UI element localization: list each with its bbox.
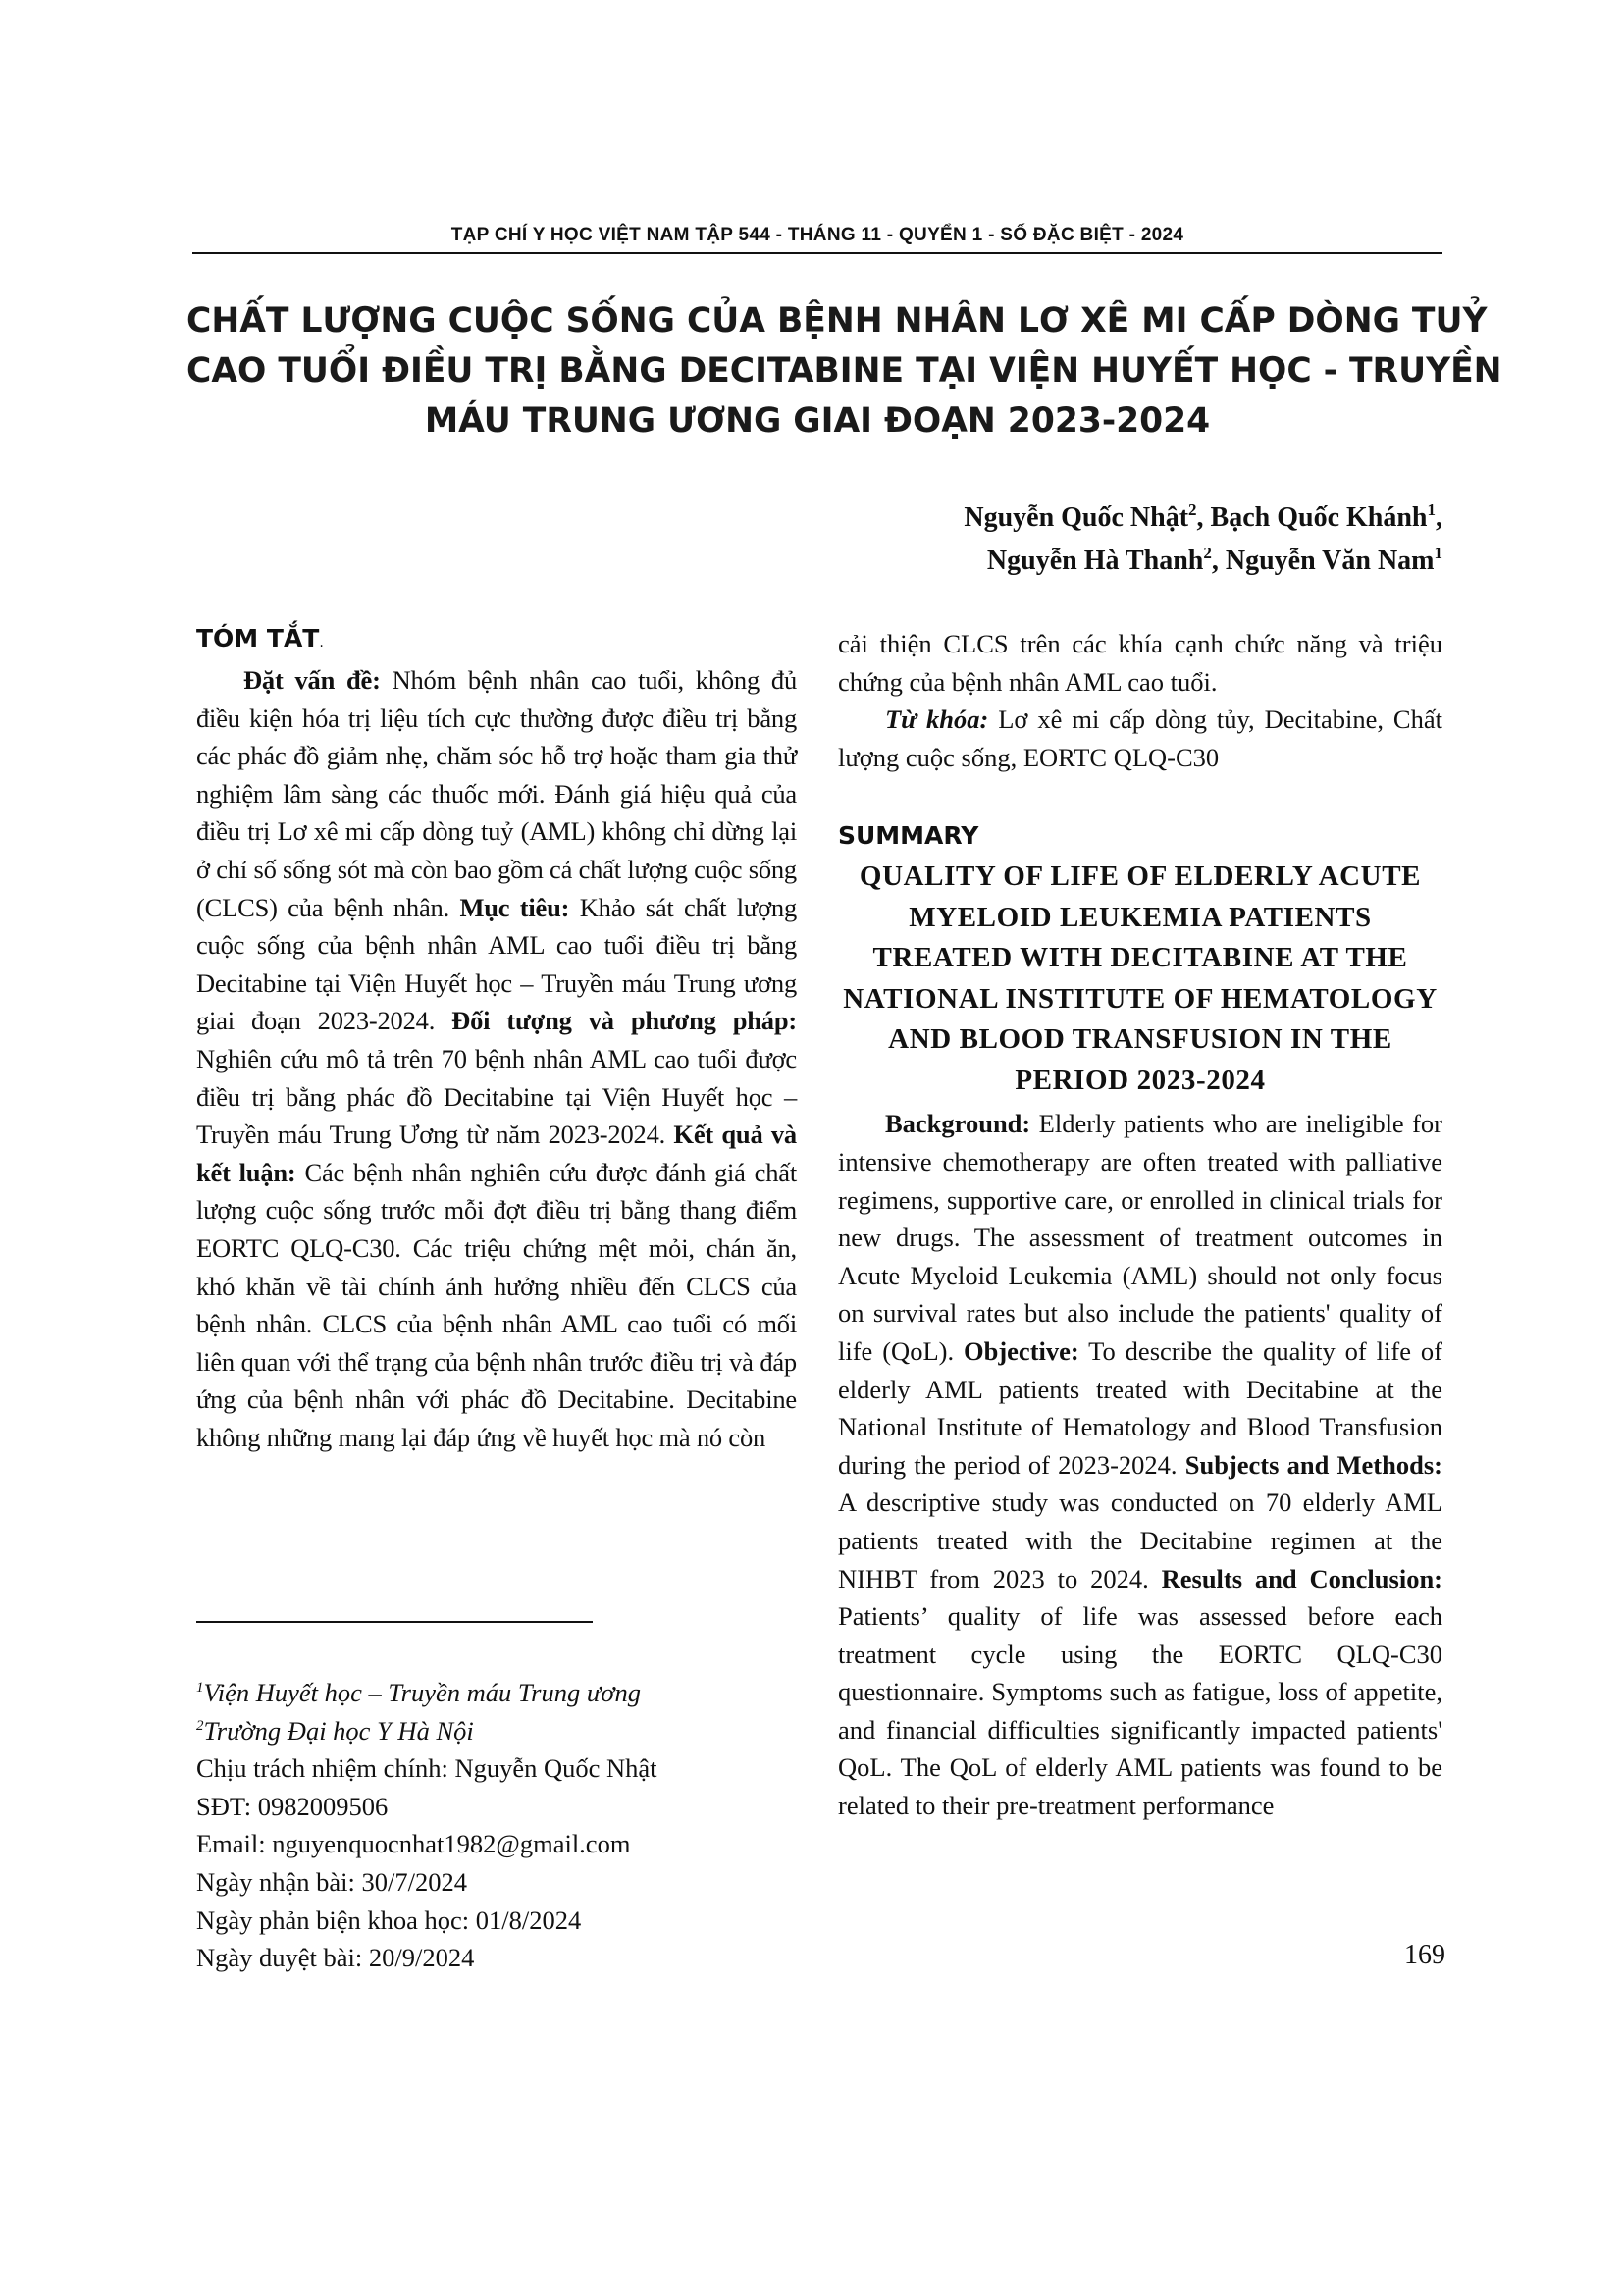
keywords-label: Từ khóa: [885,704,989,735]
methods-label: Đối tượng và phương pháp: [451,1006,797,1036]
page-number: 169 [1404,1940,1445,1970]
author-name: Nguyễn Văn Nam [1225,546,1435,576]
received-date: Ngày nhận bài: 30/7/2024 [196,1866,467,1897]
en-abstract-paragraph [838,1105,1442,1824]
english-title: QUALITY OF LIFE OF ELDERLY ACUTE MYELOID LEUKEMIA PATIENTS TREATED WITH DECITABINE AT THE NATIONAL INSTITUTE OF HEMATOLOGY AND BLOOD TRANSFUSION IN THE PERIOD 2023-2024 [843,861,1438,1096]
results-label: Kết quả và kết luận: [196,1120,797,1187]
background-label: Background: [885,1109,1031,1139]
keywords-text: Lơ xê mi cấp dòng tủy, Decitabine, Chất lượng cuộc sống, EORTC QLQ-C30 [838,704,1442,772]
author-name: Bạch Quốc Khánh [1210,502,1428,533]
vn-abstract-continuation: cải thiện CLCS trên các khía cạnh chức năng và triệu chứng của bệnh nhân AML cao tuổi. [838,629,1442,697]
affiliation-text: Viện Huyết học – Truyền máu Trung ương [203,1678,641,1707]
author-list [964,496,1442,583]
abstract-heading-dot: . [319,635,324,651]
article-title [186,296,1502,446]
objective-text: To describe the quality of life of elderly AML patients treated with Decitabine at the National Institute of Hematology and Blood Transfusion during the period of 2023-2024. [838,1335,1442,1480]
background-text: Nhóm bệnh nhân cao tuổi, không đủ điều kiện hóa trị liệu tích cực thường được điều trị bằng các phác đồ giảm nhẹ, chăm sóc hỗ trợ hoặc tham gia thử nghiệm lâm sàng các thuốc mới. Đánh giá hiệu quả của điều trị Lơ xê mi cấp dòng tuỷ (AML) không chỉ dừng lại ở chỉ số sống sót mà còn bao gồm cả chất lượng cuộc sống (CLCS) của bệnh nhân. [196,665,797,922]
objective-text: Khảo sát chất lượng cuộc sống của bệnh nhân AML cao tuổi điều trị bằng Decitabine tại Viện Huyết học – Truyền máu Trung ương giai đoạn 2023-2024. [196,892,797,1036]
right-column [838,625,1442,1825]
author-line-1: Nguyễn Quốc Nhật$^2$, Bạch Quốc Khánh$^1$, [964,500,1442,533]
results-text: Các bệnh nhân nghiên cứu được đánh giá chất lượng cuộc sống trước mỗi đợt điều trị bằng thang điểm EORTC QLQ-C30. Các triệu chứng mệt mỏi, chán ăn, khó khăn về tài chính ảnh hưởng nhiều đến CLCS của bệnh nhân. CLCS của bệnh nhân AML cao tuổi có mối liên quan với thể trạng của bệnh nhân trước điều trị và đáp ứng của bệnh nhân với phác đồ Decitabine. Decitabine không những mang lại đáp ứng về huyết học mà nó còn [196,1157,797,1452]
phone: SĐT: 0982009506 [196,1791,389,1821]
affiliation-text: Trường Đại học Y Hà Nội [203,1715,474,1746]
vn-abstract-paragraph [196,661,797,1456]
objective-label: Mục tiêu: [459,892,570,922]
results-label: Results and Conclusion: [1161,1563,1443,1593]
author-affiliation-mark: 2 [1203,544,1212,562]
title-line-2: CAO TUỔI ĐIỀU TRỊ BẰNG DECITABINE TẠI VIỆN HUYẾT HỌC - TRUYỀN [186,351,1502,391]
running-header: TẠP CHÍ Y HỌC VIỆT NAM TẬP 544 - THÁNG 11 - QUYỂN 1 - SỐ ĐẶC BIỆT - 2024 [450,225,1184,245]
footnotes [196,1674,805,1977]
author-name: Nguyễn Hà Thanh [986,546,1204,576]
author-line-2: Nguyễn Hà Thanh$^2$, Nguyễn Văn Nam$^1$ [986,544,1442,576]
affiliation-mark: 2 [196,1717,204,1734]
affiliation-2 [196,1712,805,1750]
background-text: Elderly patients who are ineligible for intensive chemotherapy are often treated with palliative regimens, supportive care, or enrolled in clinical trials for new drugs. The assessment of treatment outcomes in Acute Myeloid Leukemia (AML) should not only focus on survival rates but also include the patients' quality of life (QoL). [838,1109,1442,1366]
abstract-heading [196,620,797,661]
author-affiliation-mark: 1 [1427,500,1436,519]
methods-text: A descriptive study was conducted on 70 elderly AML patients treated with the Decitabine regimen at the NIHBT from 2023 to 2024. [838,1487,1442,1593]
corresponding-author: Chịu trách nhiệm chính: Nguyễn Quốc Nhật [196,1753,657,1784]
summary-heading: SUMMARY [838,821,979,851]
affiliation-1 [196,1674,805,1712]
methods-label: Subjects and Methods: [1184,1449,1442,1480]
author-affiliation-mark: 2 [1188,500,1197,519]
abstract-heading-text: TÓM TẮT [196,624,320,652]
section-gap [838,776,1442,817]
methods-text: Nghiên cứu mô tả trên 70 bệnh nhân AML cao tuổi được điều trị bằng phác đồ Decitabine tại Viện Huyết học – Truyền máu Trung Ương từ năm 2023-2024. [196,1043,797,1150]
title-line-3: MÁU TRUNG ƯƠNG GIAI ĐOẠN 2023-2024 [424,401,1211,441]
email: Email: nguyenquocnhat1982@gmail.com [196,1829,631,1859]
header-rule [192,252,1442,254]
results-text: Patients’ quality of life was assessed before each treatment cycle using the EORTC QLQ-C30 questionnaire. Symptoms such as fatigue, loss of appetite, and financial difficulties significantly impacted patients' QoL. The QoL of elderly AML patients was found to be related to their pre-treatment performance [838,1601,1442,1821]
author-affiliation-mark: 1 [1434,544,1442,562]
footnote-rule [196,1621,593,1623]
affiliation-mark: 1 [196,1680,204,1696]
accepted-date: Ngày duyệt bài: 20/9/2024 [196,1943,475,1973]
keywords [838,701,1442,776]
objective-label: Objective: [964,1335,1079,1366]
left-column [196,620,797,1456]
title-line-1: CHẤT LƯỢNG CUỘC SỐNG CỦA BỆNH NHÂN LƠ XÊ MI CẤP DÒNG TUỶ [186,301,1488,340]
background-label: Đặt vấn đề: [243,665,381,695]
author-name: Nguyễn Quốc Nhật [964,502,1189,533]
review-date: Ngày phản biện khoa học: 01/8/2024 [196,1905,582,1935]
